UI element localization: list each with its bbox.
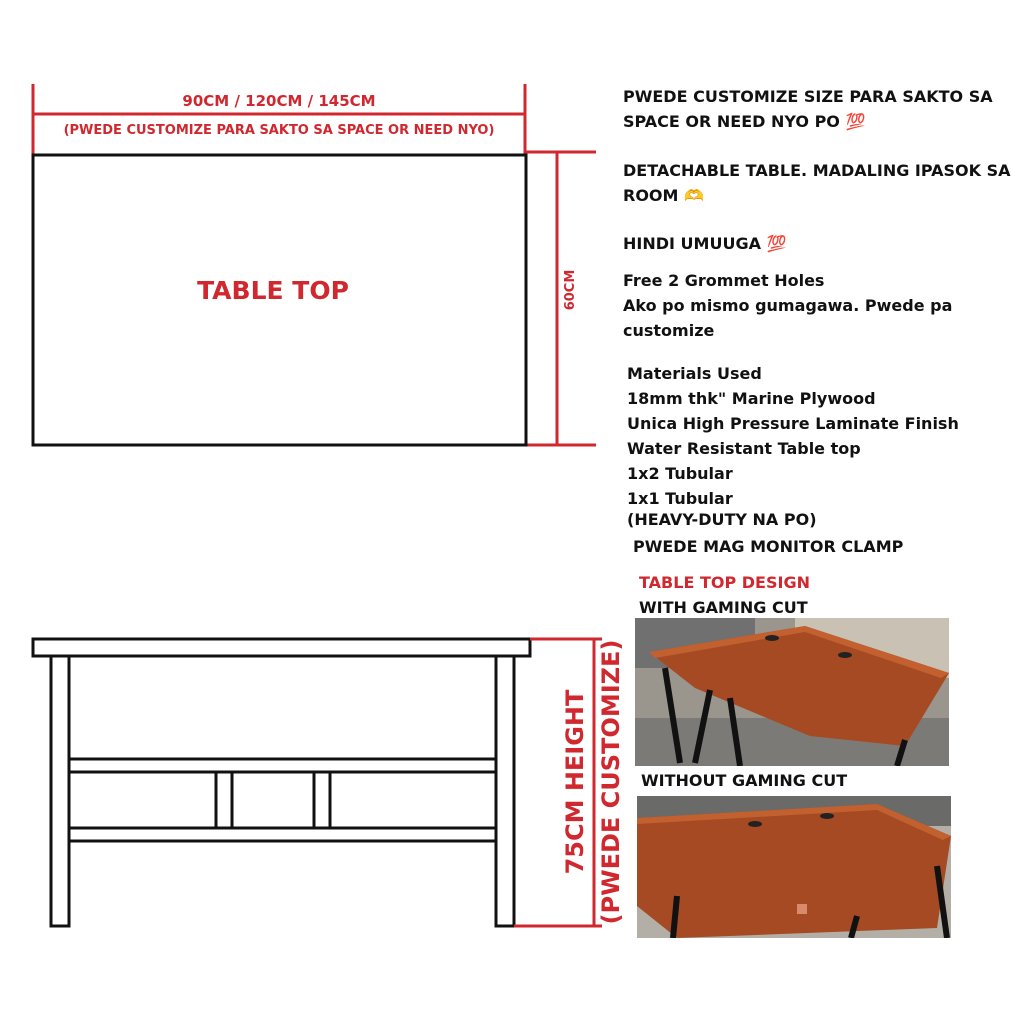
design-title: TABLE TOP DESIGN xyxy=(639,573,810,592)
material-item: 18mm thk" Marine Plywood xyxy=(627,389,876,408)
materials-title: Materials Used xyxy=(627,364,762,383)
width-note: (PWEDE CUSTOMIZE PARA SAKTO SA SPACE OR NEED NYO) xyxy=(63,123,495,138)
feature-no-wobble: HINDI UMUUGA 💯 xyxy=(623,234,787,253)
hundred-icon: 💯 xyxy=(845,112,866,131)
with-cut-label: WITH GAMING CUT xyxy=(639,598,808,617)
material-item: Unica High Pressure Laminate Finish xyxy=(627,414,959,433)
monitor-clamp: PWEDE MAG MONITOR CLAMP xyxy=(633,537,904,556)
materials-block xyxy=(627,361,1007,529)
material-item: Water Resistant Table top xyxy=(627,439,861,458)
height-note: (PWEDE CUSTOMIZE) xyxy=(597,639,625,925)
material-item: 1x2 Tubular xyxy=(627,464,733,483)
material-item: (HEAVY-DUTY NA PO) xyxy=(627,510,817,529)
side-view-frame xyxy=(33,639,530,926)
without-cut-label: WITHOUT GAMING CUT xyxy=(641,771,848,790)
feature-customize: PWEDE CUSTOMIZE SIZE PARA SAKTO SA SPACE OR NEED NYO PO 💯 xyxy=(623,87,993,131)
depth-label: 60CM xyxy=(563,269,578,311)
material-item: 1x1 Tubular xyxy=(627,489,733,508)
heart-hands-icon: 🫶 xyxy=(684,186,704,205)
grommet-line-1: Free 2 Grommet Holes xyxy=(623,271,825,290)
width-label: 90CM / 120CM / 145CM xyxy=(182,92,376,110)
feature-detachable: DETACHABLE TABLE. MADALING IPASOK SA ROOM 🫶 xyxy=(623,161,1011,205)
hundred-icon: 💯 xyxy=(766,234,787,253)
height-label: 75CM HEIGHT xyxy=(561,689,589,875)
feature-grommet xyxy=(623,268,963,343)
without-gaming-cut-photo xyxy=(637,796,951,938)
table-top-label: TABLE TOP xyxy=(197,276,349,305)
grommet-line-2: Ako po mismo gumagawa. Pwede pa customize xyxy=(623,296,953,340)
with-gaming-cut-photo xyxy=(635,618,949,766)
